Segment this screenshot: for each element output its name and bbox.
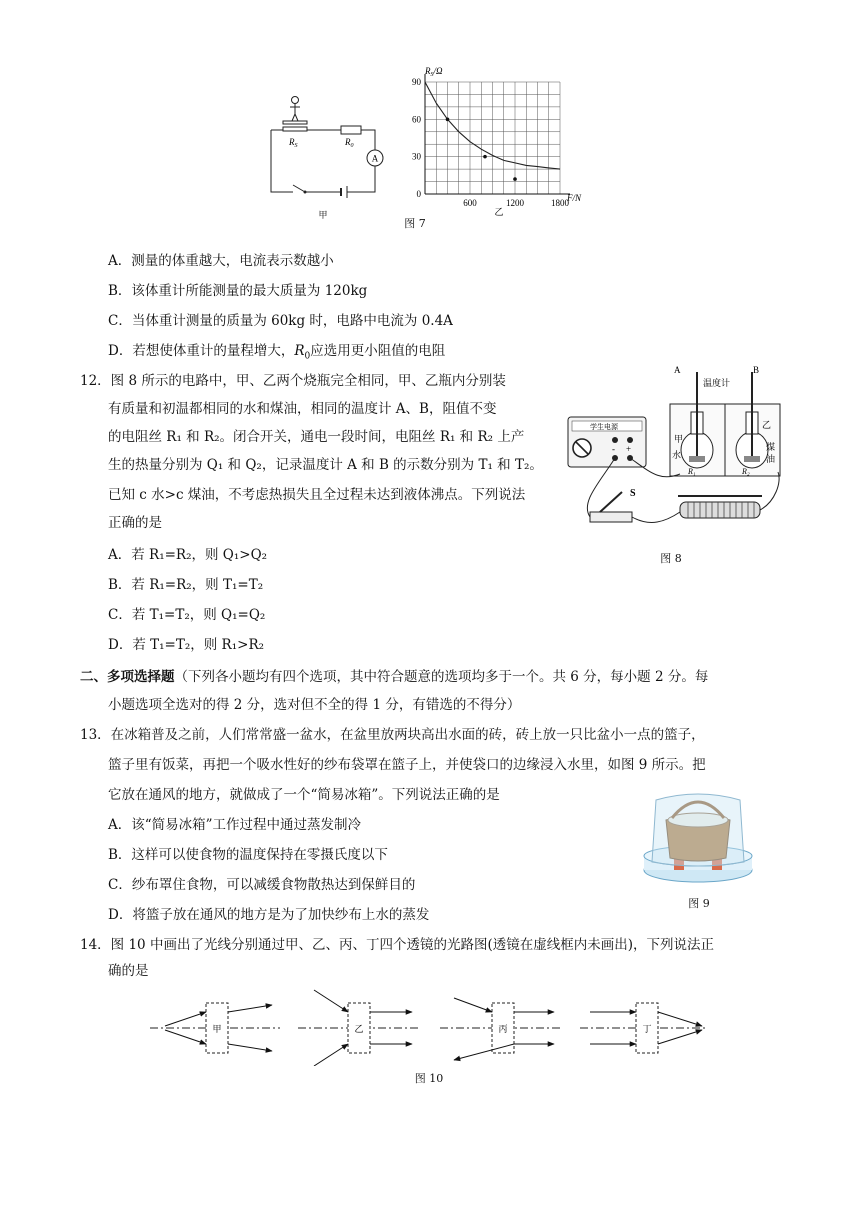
thermometer-label: 温度计 (703, 378, 731, 388)
lens-ding (580, 1003, 706, 1053)
figure-9-caption: 图 9 (688, 897, 710, 910)
q12-line-2: 有质量和初温都相同的水和煤油，相同的温度计 A、B，阻值不变 (108, 401, 497, 417)
svg-text:-: - (612, 444, 615, 454)
chart-point (483, 155, 487, 159)
flask-jia-label: 甲 (674, 434, 684, 444)
q12-line-3: 的电阻丝 R₁ 和 R₂。闭合开关，通电一段时间，电阻丝 R₁ 和 R₂ 上产 (108, 429, 525, 445)
jia-label: 甲 (318, 210, 328, 220)
ammeter-label: A (371, 153, 379, 164)
q12-option-c: C．若 T₁=T₂，则 Q₁=Q₂ (108, 607, 266, 623)
r2-label: R₂ (742, 467, 750, 476)
figure-10-lens-diagrams (150, 986, 710, 1066)
q12-line-4: 生的热量分别为 Q₁ 和 Q₂，记录温度计 A 和 B 的示数分别为 T₁ 和 T₂。 (108, 457, 543, 473)
q13-option-a: A．该“简易冰箱”工作过程中通过蒸发制冷 (108, 817, 362, 833)
q12-line-1: 12．图 8 所示的电路中，甲、乙两个烧瓶完全相同，甲、乙瓶内分别装 (80, 373, 506, 389)
figure-8-apparatus (560, 362, 785, 542)
r1-label: R₁ (688, 467, 696, 476)
chart-label-yi: 乙 (494, 207, 504, 217)
x-tick-label: 600 (463, 198, 477, 208)
q13-option-d: D．将篮子放在通风的地方是为了加快纱布上水的蒸发 (108, 907, 430, 923)
x-tick-label: 1800 (551, 198, 569, 208)
svg-text:乙: 乙 (354, 1024, 364, 1034)
thermometer-b-label: B (753, 365, 760, 375)
q14-line-2: 确的是 (108, 963, 149, 979)
r0-label: $R_0$ (345, 137, 354, 149)
figure-7-caption: 图 7 (404, 217, 426, 230)
thermometer-a-label: A (674, 365, 681, 375)
lens-jia (150, 1003, 280, 1053)
svg-text:甲: 甲 (212, 1024, 222, 1034)
circuit-diagram-jia (265, 90, 385, 235)
figure-9-simple-fridge (640, 790, 756, 890)
section-2-heading: 二、多项选择题（下列各小题均有四个选项，其中符合题意的选项均多于一个。共 6 分，每小题 2 分。每 (80, 669, 709, 685)
x-tick-label: 1200 (506, 198, 524, 208)
figure-8-caption: 图 8 (660, 552, 682, 565)
kerosene-label-2: 油 (766, 454, 776, 464)
svg-text:丁: 丁 (642, 1024, 652, 1034)
chart-point (513, 177, 517, 181)
chart-ylabel: $R_S/\Omega$ (425, 66, 443, 78)
q12-option-b: B．若 R₁=R₂，则 T₁=T₂ (108, 577, 264, 593)
svg-text:+: + (626, 444, 632, 454)
rs-label: $R_S$ (289, 137, 298, 149)
q12-line-5: 已知 c 水>c 煤油，不考虑热损失且全过程未达到液体沸点。下列说法 (108, 487, 526, 503)
svg-text:丙: 丙 (498, 1024, 508, 1034)
q12-option-a: A．若 R₁=R₂，则 Q₁>Q₂ (108, 547, 268, 563)
y-tick-label: 90 (412, 77, 421, 87)
lens-bing (440, 998, 560, 1060)
q11-option-b: B．该体重计所能测量的最大质量为 120kg (108, 283, 368, 299)
q14-line-1: 14．图 10 中画出了光线分别通过甲、乙、丙、丁四个透镜的光路图(透镜在虚线框内未画出)，下列说法正 (80, 937, 714, 953)
lens-yi (298, 990, 420, 1066)
q13-line-2: 篮子里有饭菜，再把一个吸水性好的纱布袋罩在篮子上，并使袋口的边缘浸入水里，如图 9 所示。把 (108, 757, 706, 773)
chart-point (446, 118, 450, 122)
q12-option-d: D．若 T₁=T₂，则 R₁>R₂ (108, 637, 265, 653)
switch-label: S (630, 488, 636, 499)
figure-10-caption: 图 10 (414, 1072, 444, 1085)
q13-line-1: 13．在冰箱普及之前，人们常常盛一盆水，在盆里放两块高出水面的砖，砖上放一只比盆小一点的篮子， (80, 727, 705, 743)
kerosene-label-1: 煤 (766, 442, 776, 452)
water-label: 水 (672, 450, 682, 460)
rs-force-chart (395, 60, 595, 225)
y-tick-label: 30 (412, 151, 421, 162)
q13-option-b: B．这样可以使食物的温度保持在零摄氏度以下 (108, 847, 388, 863)
q13-line-3: 它放在通风的地方，就做成了一个“简易冰箱”。下列说法正确的是 (108, 787, 500, 803)
q12-line-6: 正确的是 (108, 515, 162, 531)
figure-7 (265, 60, 595, 230)
power-label: 学生电源 (590, 423, 618, 431)
q11-option-a: A．测量的体重越大，电流表示数越小 (108, 253, 334, 269)
chart-xlabel: F/N (567, 193, 582, 203)
q11-option-d: D．若想使体重计的量程增大，$R_0$应选用更小阻值的电阻 (108, 343, 446, 362)
q11-option-c: C．当体重计测量的质量为 60kg 时，电路中电流为 0.4A (108, 313, 453, 329)
flask-yi-label: 乙 (762, 420, 772, 430)
y-tick-label: 60 (412, 114, 421, 125)
section-2-heading-cont: 小题选项全选对的得 2 分，选对但不全的得 1 分，有错选的不得分） (108, 697, 521, 713)
q13-option-c: C．纱布罩住食物，可以减缓食物散热达到保鲜目的 (108, 877, 416, 893)
y-tick-label: 0 (416, 189, 421, 199)
